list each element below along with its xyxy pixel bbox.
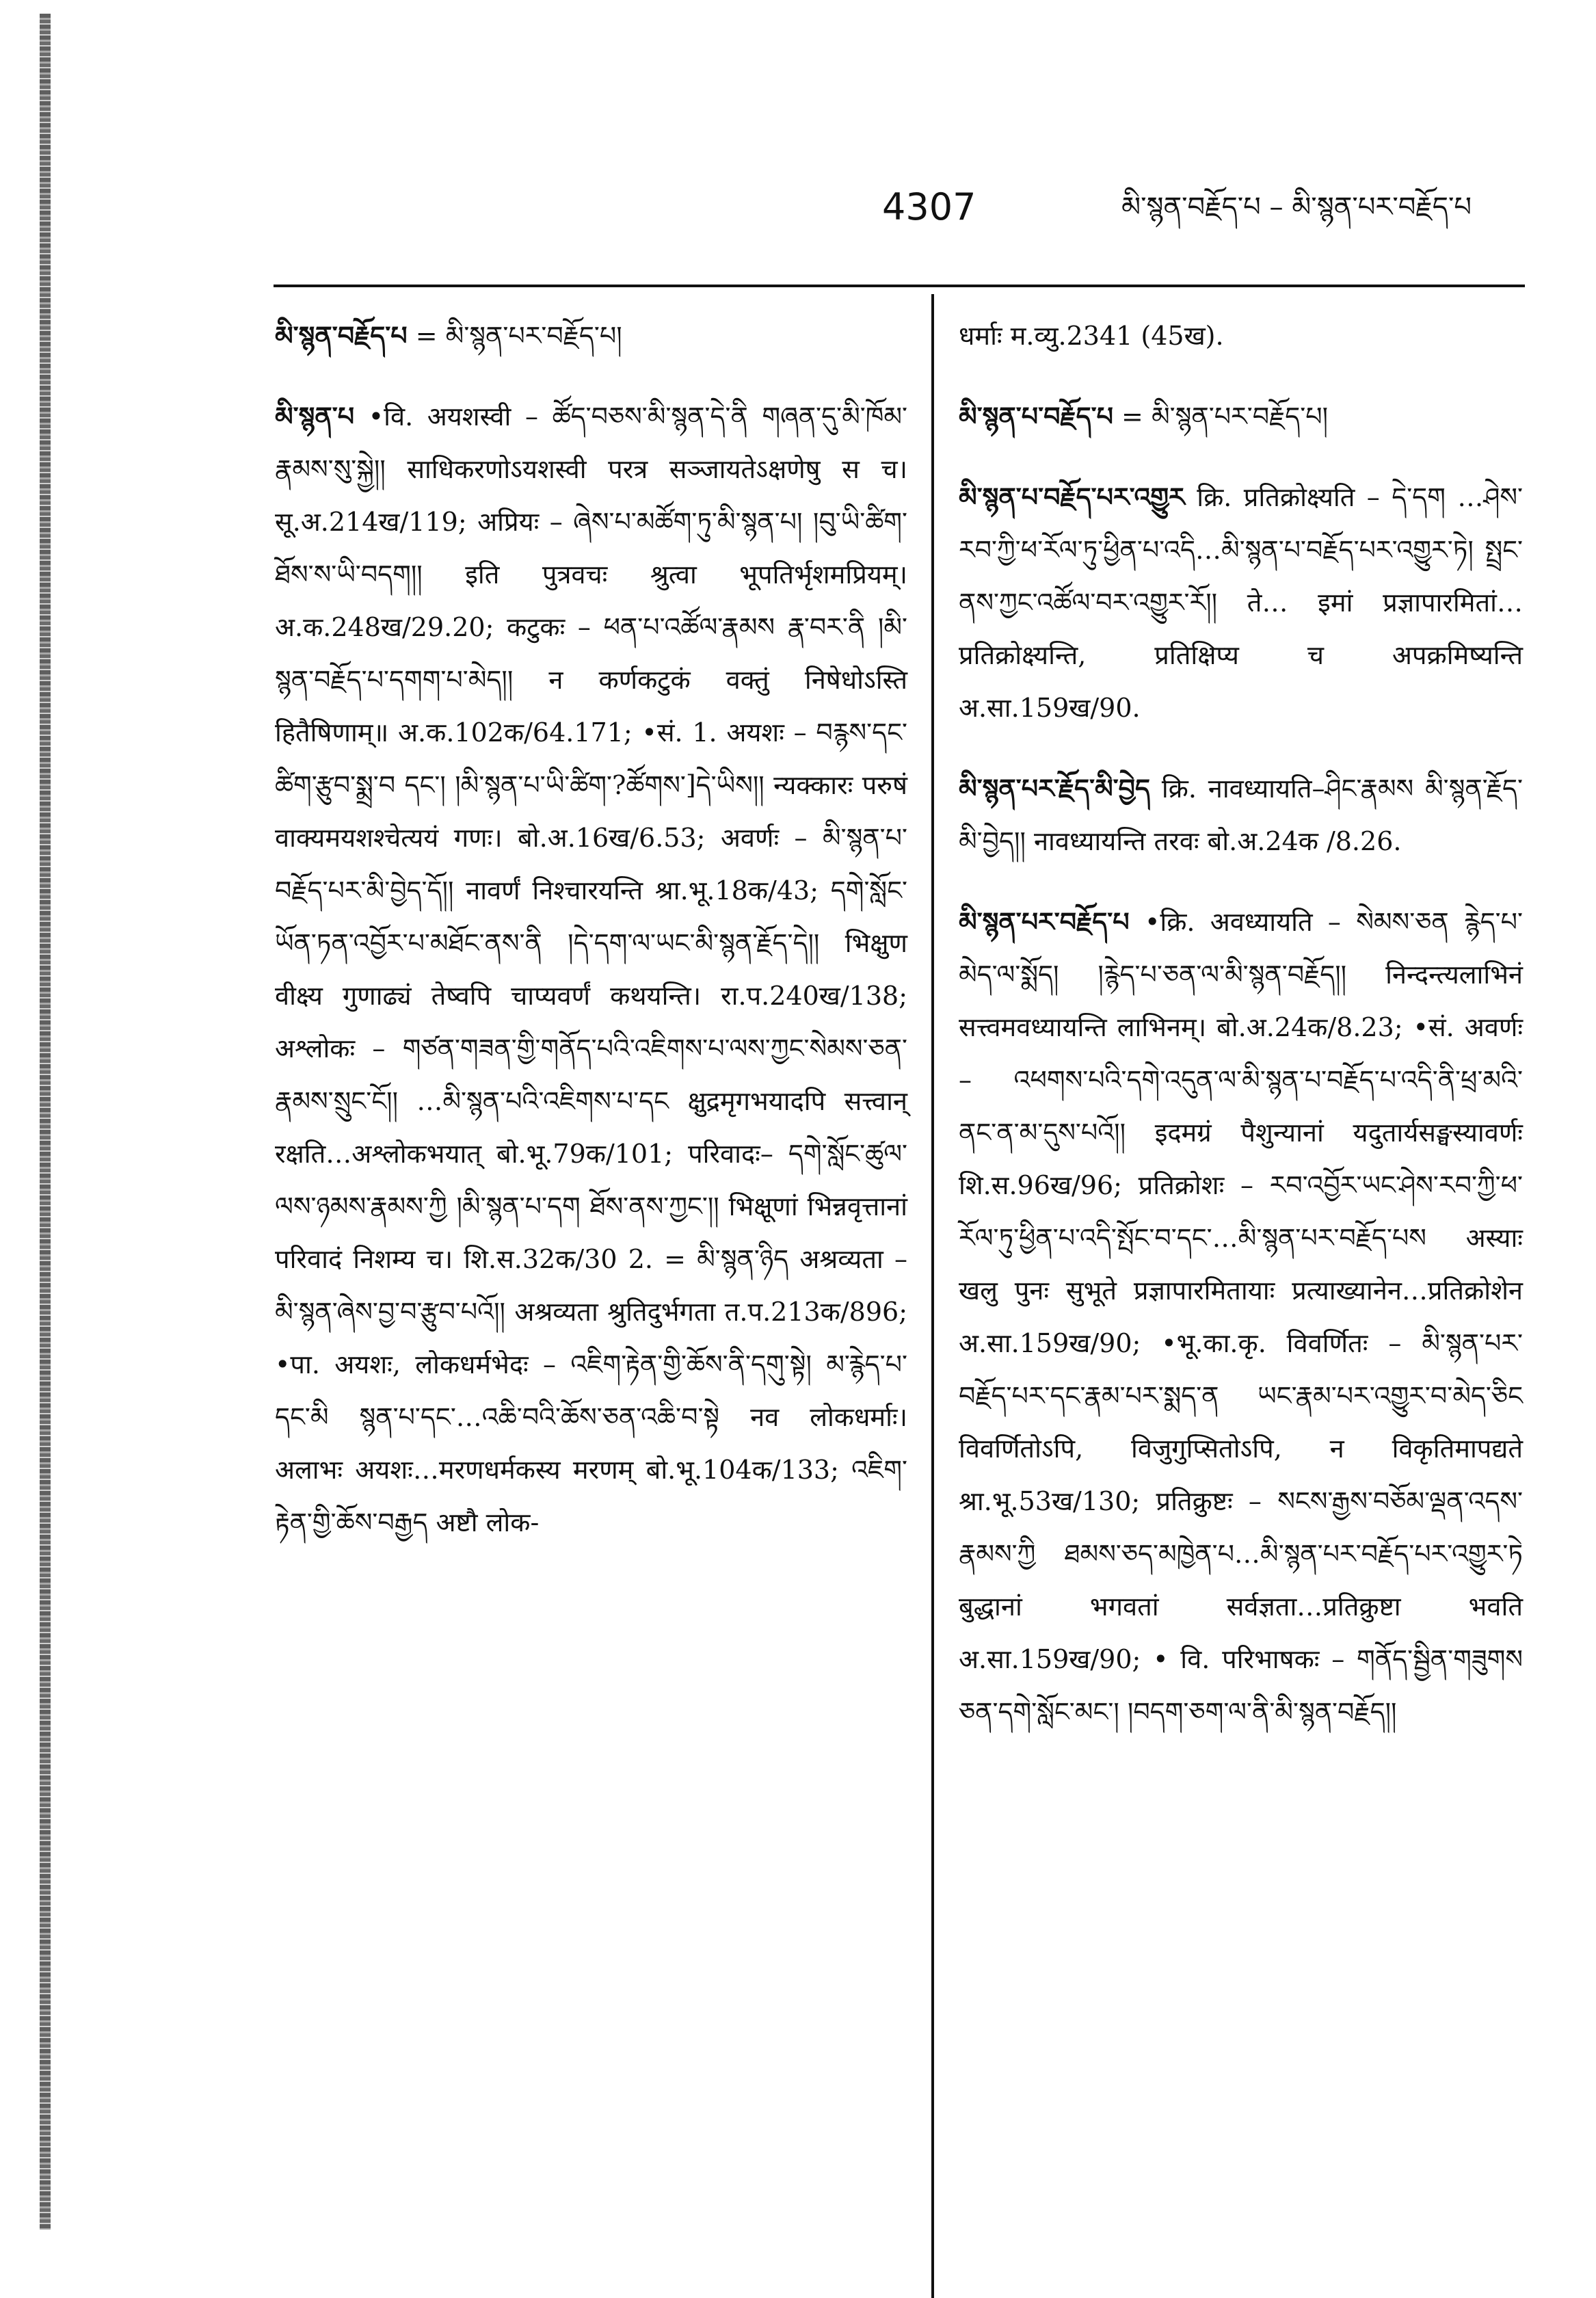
entry-body: क्रि. नावध्यायति–ཤིང་རྣམས མི་སྙན་རྗོད་མི་བྱེད།། नावध्यायन्ति तरवः बो.अ.24क /8.26. xyxy=(959,774,1523,856)
entry-body: क्रि. प्रतिक्रोक्ष्यति – དེ་དག …ཤེས་རབ་ཀྱི་ཕ་རོལ་ཏུ་ཕྱིན་པ་འདི…མི་སྙན་པ་བརྗོད་པར་འགྱུར་ཏེ། སྤྲང་ནས་ཀྱང་འཚོལ་བར་འགྱུར་རོ།། ते… इमां प्रज्ञापारमितां… प्रतिक्रोक्ष्यन्ति, प्रतिक्षिप्य च अपक्रमिष्यन्ति अ.सा.159ख/90. xyxy=(959,482,1523,723)
entry-text xyxy=(959,471,1523,735)
entry-body: = མི་སྙན་པར་བརྗོད་པ། xyxy=(1121,401,1329,432)
entry-body: = མི་སྙན་པར་བརྗོད་པ། xyxy=(415,321,622,351)
entry-text xyxy=(959,390,1523,443)
entry-headword: མི་སྙན་པར་བརྗོད་པ xyxy=(959,906,1130,937)
dictionary-entry xyxy=(959,895,1523,1739)
entry-text xyxy=(959,762,1523,868)
entry-body: धर्माः म.व्यु.2341 (45ख). xyxy=(959,321,1224,351)
header-rule xyxy=(274,285,1525,287)
dictionary-entry xyxy=(959,309,1523,362)
entry-text xyxy=(959,895,1523,1739)
binding-edge xyxy=(40,14,51,2230)
entry-headword: མི་སྙན་པ་བརྗོད་པར་འགྱུར xyxy=(959,481,1185,512)
entry-headword: མི་སྙན་བརྗོད་པ xyxy=(275,320,408,351)
dictionary-entry xyxy=(959,762,1523,868)
entry-headword: མི་སྙན་པ་བརྗོད་པ xyxy=(959,401,1113,432)
dictionary-entry xyxy=(959,390,1523,443)
page-header xyxy=(0,183,1596,238)
dictionary-entry xyxy=(275,390,907,1549)
dictionary-entry xyxy=(959,471,1523,735)
entry-text xyxy=(959,309,1523,362)
entry-text xyxy=(275,390,907,1549)
entry-headword: མི་སྙན་པར་རྗོད་མི་བྱེད xyxy=(959,773,1151,804)
entry-headword: མི་སྙན་པ xyxy=(275,401,355,432)
running-head: མི་སྙན་བརྗོད་པ – མི་སྙན་པར་བརྗོད་པ xyxy=(1121,192,1472,223)
entry-body: •क्रि. अवध्यायति – སེམས་ཅན རྙེད་པ་མེད་ལ་སྨོད། །རྙེད་པ་ཅན་ལ་མི་སྙན་བརྗོད།། निन्दन्त्यलाभिनं सत्त्वमवध्यायन्ति लाभिनम्। बो.अ.24क/8.23; •सं. अवर्णः – འཕགས་པའི་དགེ་འདུན་ལ་མི་སྙན་པ་བརྗོད་པ་འདི་ནི་ཕྲ་མའི་ནང་ན་མ་དུས་པའོ།། इदमग्रं पैशुन्यानां यदुतार्यसङ्घस्यावर्णः शि.स.96ख/96; प्रतिक्रोशः – རབ་འབྱོར་ཡང་ཤེས་རབ་ཀྱི་ཕ་རོལ་ཏུ་ཕྱིན་པ་འདི་སྤོང་བ་དང་…མི་སྙན་པར་བརྗོད་པས अस्याः खलु पुनः सुभूते प्रज्ञापारमितायाः प्रत्याख्यानेन…प्रतिक्रोशेन अ.सा.159ख/90; •भू.का.कृ. विवर्णितः – མི་སྙན་པར་བརྗོད་པར་དང་རྣམ་པར་སྨད་ན ཡང་རྣམ་པར་འགྱུར་བ་མེད་ཅིང विवर्णितोऽपि, विजुगुप्सितोऽपि, न विकृतिमापद्यते श्रा.भू.53ख/130; प्रतिक्रुष्टः – སངས་རྒྱས་བཅོམ་ལྡན་འདས་རྣམས་ཀྱི ཐམས་ཅད་མཁྱེན་པ…མི་སྙན་པར་བརྗོད་པར་འགྱུར་ཏེ बुद्धानां भगवतां सर्वज्ञता…प्रतिक्रुष्टा भवति अ.सा.159ख/90; • वि. परिभाषकः – གནོད་སྦྱིན་གཟུགས ཅན་དགེ་སློང་མང་། །བདག་ཅག་ལ་ནི་མི་སྙན་བརྗོད།། xyxy=(959,907,1523,1727)
page-number: 4307 xyxy=(882,185,976,228)
entry-body: •वि. अयशस्वी – ཚོད་བཅས་མི་སྙན་དེ་ནི གཞན་དུ་མི་ཁོམ་རྣམས་སུ་སྐྱེ།། साधिकरणोऽयशस्वी परत्र सञ्जायतेऽक्षणेषु स च। सू.अ.214ख/119; अप्रियः – ཞེས་པ་མཚོག་ཏུ་མི་སྙན་པ། །བུ་ཡི་ཚིག་ཐོས་ས་ཡི་བདག།། इति पुत्रवचः श्रुत्वा भूपतिर्भृशमप्रियम्। अ.क.248ख/29.20; कटुकः – ཕན་པ་འཚོལ་རྣམས རྣ་བར་ནི །མི་སྙན་བརྗོད་པ་དགག་པ་མེད།། न कर्णकटुकं वक्तुं निषेधोऽस्ति हितैषिणाम्॥ अ.क.102क/64.171; •सं. 1. अयशः – བརྙས་དང་ཚིག་རྩུབ་སྨྲ་བ དང་། །མི་སྙན་པ་ཡི་ཚིག་?ཚོགས་]དེ་ཡིས།། न्यक्कारः परुषं वाक्यमयशश्चेत्ययं गणः। बो.अ.16ख/6.53; अवर्णः – མི་སྙན་པ་བརྗོད་པར་མི་བྱེད་དོ།། नावर्णं निश्चारयन्ति श्रा.भू.18क/43; དགེ་སློང་ཡོན་ཏན་འབྱོར་པ་མཐོང་ནས་ནི །དེ་དག་ལ་ཡང་མི་སྙན་རྗོད་དེ།། भिक्षुण वीक्ष्य गुणाढ्यं तेष्वपि चाप्यवर्णं कथयन्ति। रा.प.240ख/138; अश्लोकः – གཙན་གཟན་གྱི་གནོད་པའི་འཇིགས་པ་ལས་ཀྱང་སེམས་ཅན་རྣམས་སྲུང་ངོ།། …མི་སྙན་པའི་འཇིགས་པ་དང क्षुद्रमृगभयादपि सत्त्वान् रक्षति…अश्लोकभयात् बो.भू.79क/101; परिवादः– དགེ་སློང་ཚུལ་ལས་ཉམས་རྣམས་ཀྱི །མི་སྙན་པ་དག ཐོས་ནས་ཀྱང་།། भिक्षूणां भिन्नवृत्तानां परिवादं निशम्य च। शि.स.32क/30 2. = མི་སྙན་ཉིད अश्रव्यता – མི་སྙན་ཞེས་བྱ་བ་རྩུབ་པའོ།། अश्रव्यता श्रुतिदुर्भगता त.प.213क/896; •पा. अयशः, लोकधर्मभेदः – འཇིག་རྟེན་གྱི་ཆོས་ནི་དགུ་སྟེ། མ་རྙེད་པ་དང་མི སྙན་པ་དང་…འཆི་བའི་ཆོས་ཅན་འཆི་བ་སྟེ नव लोकधर्माः। अलाभः अयशः…मरणधर्मकस्य मरणम् बो.भू.104क/133; འཇིག་རྟེན་གྱི་ཆོས་བརྒྱད अष्टौ लोक- xyxy=(275,401,907,1537)
right-column xyxy=(959,309,1523,1766)
left-column xyxy=(275,309,907,1576)
entry-text xyxy=(275,309,907,362)
column-divider xyxy=(931,294,934,2298)
dictionary-entry xyxy=(275,309,907,362)
